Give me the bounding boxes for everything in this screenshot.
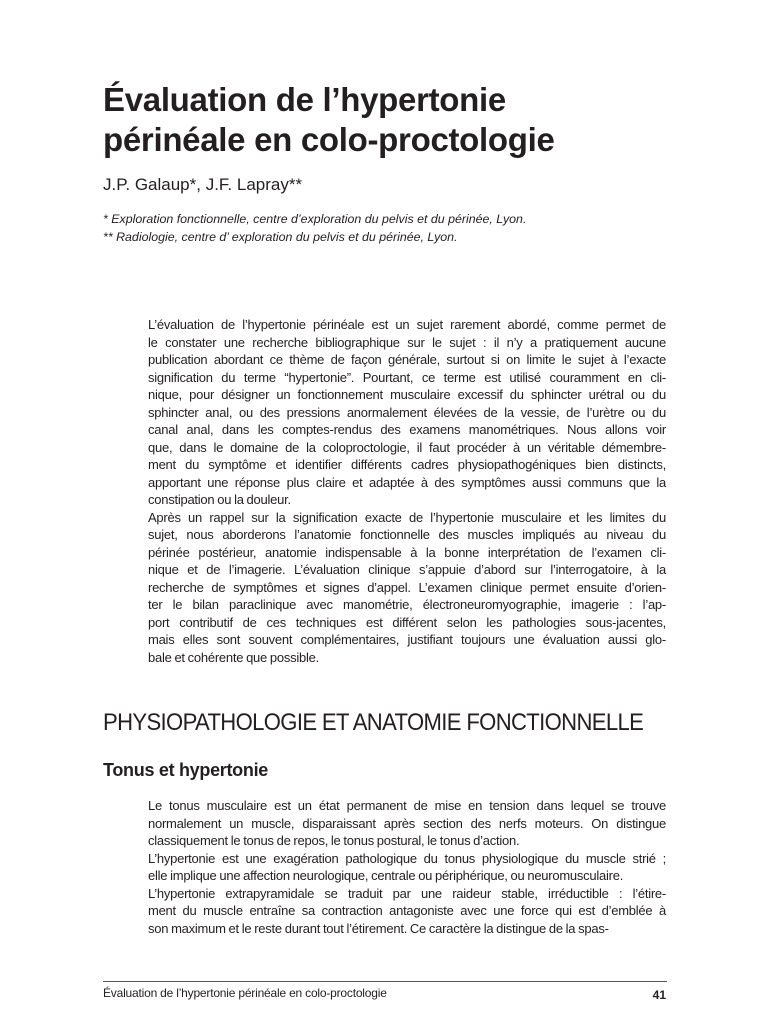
text-line: classiquement le tonus de repos, le tonus postural, le tonus d’action.	[148, 833, 520, 848]
text-line: port contributif de ces techniques est différent selon les pathologies sous-jacentes,	[148, 614, 666, 630]
section-body	[148, 797, 666, 937]
text-line: Après un rappel sur la signification exacte de l’hypertonie musculaire et les limites du	[148, 509, 666, 525]
text-line: publication abordant ce thème de façon générale, surtout si on limite le sujet à l’exacte	[148, 352, 666, 367]
text-line: L’évaluation de l’hypertonie périnéale est un sujet rarement abordé, comme permet de	[148, 317, 666, 332]
text-line: son maximum et le reste durant tout l’étirement. Ce caractère la distingue de la spas-	[148, 920, 609, 936]
affiliations	[103, 211, 703, 246]
text-line: L’hypertonie extrapyramidale se traduit par une raideur stable, irréductible : l’étire-	[148, 885, 666, 901]
body-paragraph-3	[148, 885, 666, 938]
running-footer: Évaluation de l’hypertonie périnéale en colo-proctologie	[103, 986, 387, 1000]
text-line: apportant une réponse plus claire et adaptée à des symptômes aussi communs que la	[148, 474, 666, 490]
subsection-heading: Tonus et hypertonie	[103, 760, 268, 780]
text-line: sphincter anal, ou des pressions anormalement élevées de la vessie, de l’urètre ou du	[148, 404, 666, 420]
text-line: Le tonus musculaire est un état permanent de mise en tension dans lequel se trouve	[148, 798, 666, 813]
text-line: ment du symptôme et identifier différents cadres physiopathogéniques bien distincts,	[148, 457, 666, 472]
affiliation-1: * Exploration fonctionnelle, centre d’exploration du pelvis et du périnée, Lyon.	[103, 212, 527, 226]
abstract-paragraph-1	[148, 316, 666, 509]
authors: J.P. Galaup*, J.F. Lapray**	[103, 175, 303, 194]
text-line: constipation ou la douleur.	[148, 492, 291, 507]
section-heading: PHYSIOPATHOLOGIE ET ANATOMIE FONCTIONNELLE	[103, 709, 644, 736]
text-line: nique et de l’imagerie. L’évaluation clinique s’appuie d’abord sur l’interrogatoire, à la	[148, 562, 666, 577]
text-line: L’hypertonie est une exagération pathologique du tonus physiologique du muscle strié ;	[148, 850, 666, 866]
text-line: que, dans le domaine de la coloproctologie, il faut procéder à un véritable démembre-	[148, 439, 666, 455]
title-line-1: Évaluation de l’hypertonie	[103, 81, 506, 118]
affiliation-2: ** Radiologie, centre d’ exploration du pelvis et du périnée, Lyon.	[103, 229, 458, 244]
page-number: 41	[652, 988, 666, 1002]
body-paragraph-1	[148, 797, 666, 850]
text-line: canal anal, dans les comptes-rendus des examens manométriques. Nous allons voir	[148, 422, 666, 437]
title-line-2: périnéale en colo-proctologie	[103, 121, 555, 158]
text-line: ter le bilan paraclinique avec manométrie, électroneuromyographie, imagerie : l’ap-	[148, 597, 666, 612]
abstract	[148, 316, 666, 666]
text-line: recherche de symptômes et signes d’appel. L’examen clinique permet ensuite d’orien-	[148, 579, 666, 595]
text-line: le constater une recherche bibliographique sur le sujet : il n’y a pratiquement aucune	[148, 334, 666, 350]
text-line: ment du muscle entraîne sa contraction antagoniste avec une force qui est d’emblée à	[148, 903, 666, 918]
abstract-paragraph-2	[148, 509, 666, 667]
text-line: périnée postérieur, anatomie indispensable à la bonne interprétation de l’examen cli-	[148, 544, 666, 560]
footer-divider	[103, 981, 667, 982]
text-line: normalement un muscle, disparaissant après section des nerfs moteurs. On distingue	[148, 815, 666, 831]
text-line: sujet, nous aborderons l’anatomie fonctionnelle des muscles impliqués au niveau du	[148, 527, 666, 542]
text-line: bale et cohérente que possible.	[148, 649, 319, 665]
text-line: signification du terme “hypertonie”. Pourtant, ce terme est utilisé couramment en cli-	[148, 369, 666, 385]
text-line: elle implique une affection neurologique, centrale ou périphérique, ou neuromusculaire.	[148, 868, 624, 883]
text-line: mais elles sont souvent complémentaires, justifiant toujours une évaluation aussi glo-	[148, 632, 666, 647]
body-paragraph-2	[148, 850, 666, 885]
article-title	[103, 80, 703, 160]
text-line: nique, pour désigner un fonctionnement musculaire excessif du sphincter urétral ou du	[148, 387, 666, 402]
